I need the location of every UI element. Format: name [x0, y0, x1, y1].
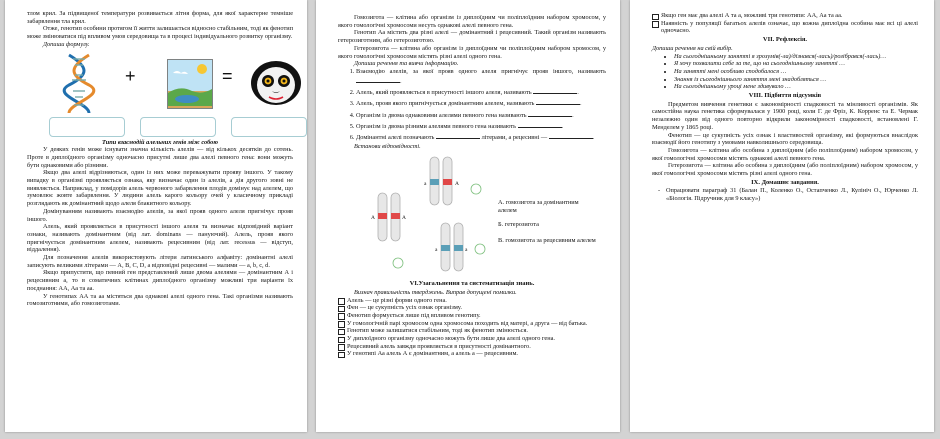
- checkbox-statement[interactable]: Наявність у популяції багатьох алелів означає, що кожна диплоїдна особина має всі ці алелі одночасно.: [652, 20, 918, 35]
- list-item: 2. Алель, який проявляється в присутності іншого алеля, називають .: [356, 87, 606, 97]
- document-page-2: [316, 0, 620, 432]
- task-instruction: Встанови відповідності.: [354, 143, 421, 151]
- paragraph: Якщо припустити, що певний ген представлений лише двома алелями — домінантним А і рецесивним a, то в соматичних клітинах диплоїдного організму можливі три варіанти їх поєднання: АА, Аа та aa.: [27, 269, 293, 292]
- checkbox-statement[interactable]: У генотипі Аа алель А є домінантним, а алель a — рецесивним.: [338, 350, 606, 358]
- section-heading: VI.Узагальнення та систематизація знань.: [409, 280, 535, 288]
- formula-figure: [27, 51, 293, 127]
- equals-sign: =: [222, 65, 233, 86]
- paragraph: Отже, генотип особини протягом її життя залишається відносно стабільним, тоді як фенотип може змінюватися під впливом умов середовища та в процесі індивідуального розвитку організму.: [27, 25, 293, 41]
- document-page-1: [5, 0, 307, 432]
- list-item: 5. Організм із двома різними алелями певного гена називають .: [356, 121, 606, 131]
- paragraph: Алель, який проявляється в присутності іншого алеля та визначає відповідний варіант ознаки, називають домінантним (від лат. dominans — пануючий). Алель, прояв якого пригнічується домінантним алелем, називають рецесивним (від лат. recessus — відступ, віддалення).: [27, 223, 293, 254]
- section-heading: IX. Домашнє завдання.: [751, 178, 819, 186]
- definition-heterozygote: Гетерозигота — клітина або організм із диплоїдним чи поліплоїдним набором хромосом, у якого гомологічні хромосоми містять різні алелі одного гена.: [338, 44, 606, 60]
- statement-checklist: [338, 297, 606, 359]
- environment-landscape-icon: [167, 59, 213, 109]
- allele-label: A: [371, 215, 375, 222]
- task-instruction: Визнач правильність тверджень. Виправ допущені помилки.: [354, 288, 517, 296]
- dna-helix-icon: [61, 53, 97, 115]
- list-item: 1. Взаємодію алелів, за якої прояв одного алеля пригнічує прояв іншого, називають .: [356, 68, 606, 85]
- list-item: • Я хочу похвалити себе за те, що на сьогоднішньому занятті …: [674, 60, 918, 68]
- chromosome-matching-figure: [338, 151, 606, 279]
- answer-box-phenotype[interactable]: [231, 117, 307, 137]
- list-item: 3. Алель, прояв якого пригнічується домінантним алелем, називають .: [356, 98, 606, 108]
- answer-blank[interactable]: [356, 76, 400, 83]
- answer-blank[interactable]: [518, 121, 562, 128]
- task-instruction: Допиши формулу.: [43, 40, 90, 48]
- section-heading: VII. Рефлексія.: [762, 36, 808, 44]
- paragraph: Фенотип — це сукупність усіх ознак і властивостей організму, які формуються внаслідок взаємодії його генотипу з умовами навколишнього середовища.: [652, 131, 918, 147]
- task-instruction: Допиши речення та вивчи інформацію.: [354, 60, 459, 68]
- match-option-a: А. гомозигота за домінантним алелем: [498, 199, 579, 214]
- allele-label: a: [435, 247, 438, 254]
- definition-homozygote: Гомозигота — клітина або організм із диплоїдним чи поліплоїдним набором хромосом, у якого гомологічні хромосоми несуть однакові алелі певного гена.: [338, 14, 606, 29]
- paragraph: У генотипах АА та aa містяться два однакові алелі одного гена. Такі організми називають гомозиготними, або гомозиготами.: [27, 292, 293, 308]
- document-page-3: [630, 0, 934, 432]
- match-option-b: Б. гетерозигота: [498, 221, 539, 229]
- checkbox-statement[interactable]: Рецесивний алель завжди проявляється в присутності домінантного.: [338, 343, 606, 351]
- statement-checklist: [652, 12, 918, 35]
- paragraph: Для позначення алелів використовують літери латинського алфавіту: домінантні алелі записують великими літерами — А, В, С, D, а відповідні рецесивні — малими — a, b, c, d.: [27, 254, 293, 269]
- answer-blank[interactable]: [536, 98, 580, 105]
- paragraph: Предметом вивчення генетики є закономірності спадковості та мінливості організмів. Як самостійна наука генетика сформувалася у 1900 році, коли Г. де Фріз, К. Корренс та Е. Чермак незалежно один від одного повторно відкрили закономірності спадковості, встановлені Г. Менделем у 1865 році.: [652, 100, 918, 131]
- list-item: • На сьогоднішньому занятті я зрозумів(-ла)/дізнався(-лась)/розібрався(-лась)…: [674, 53, 918, 61]
- answer-blank[interactable]: [436, 132, 480, 139]
- section-title: Типи взаємодій алельних генів між собою: [102, 138, 218, 146]
- paragraph: Домінуванням називають взаємодію алелів, за якої прояв одного алеля пригнічує прояв іншого.: [27, 207, 293, 223]
- paragraph: Гетерозигота — клітина або особина з диплоїдним (або поліплоїдним) набором хромосом, у якої гомологічні хромосоми містять різні алелі одного гена.: [652, 162, 918, 178]
- checkbox-statement[interactable]: Фен — це сукупність усіх ознак організму.: [338, 304, 606, 312]
- checkbox-statement[interactable]: У диплоїдного організму одночасно можуть бути лише два алелі одного гена.: [338, 335, 606, 343]
- allele-label: A: [402, 215, 406, 222]
- chromosome-pairs-diagram: [368, 155, 488, 275]
- lemur-face-icon: [249, 57, 303, 107]
- list-item: • На занятті мені особливо сподобалося …: [674, 68, 918, 76]
- reflection-list: [652, 53, 918, 92]
- fill-in-list: [338, 68, 606, 142]
- task-instruction: Допиши речення на свій вибір.: [652, 44, 733, 52]
- checkbox-statement[interactable]: Фенотип формується лише під впливом генотипу.: [338, 312, 606, 320]
- allele-label: A: [455, 181, 459, 188]
- list-item: 6. Домінантні алелі позначають літерами, а рецесивні — .: [356, 132, 606, 142]
- answer-box-genotype[interactable]: [49, 117, 125, 137]
- checkbox-statement[interactable]: Якщо ген має два алелі А та a, можливі три генотипи: АА, Аа та aa.: [652, 12, 918, 20]
- homework-item: - Опрацювати параграф 31 (Балан П., Коленко О., Остапченко Л., Кулініч О., Юрченко Л. «Біологія. Підручник для 9 класу»): [658, 187, 918, 203]
- checkbox-statement[interactable]: У гомологічній парі хромосом одна хромосома походить від матері, а друга — від батька.: [338, 320, 606, 328]
- list-item: • На сьогоднішньому уроці мене здивувало …: [674, 83, 918, 91]
- section-heading: VIII. Підбиття підсумків: [748, 92, 822, 100]
- answer-blank[interactable]: [533, 87, 577, 94]
- paragraph: тлом крил. За підвищеної температури розвивається літня форма, для якої характерне темніше забарвлення тла крил.: [27, 10, 293, 25]
- allele-label: a: [465, 247, 468, 254]
- checkbox-statement[interactable]: Генотип може залишатися стабільним, тоді як фенотип змінюється.: [338, 327, 606, 335]
- answer-box-environment[interactable]: [140, 117, 216, 137]
- paragraph: Якщо два алелі відрізняються, один із них може переважувати прояву іншого. У такому випадку в організмі проявляється ознака, яку визначає один із алелів, а дія другого зовні не виявляється. Наприклад, у помідорів алель червоного забарвлення плодів домінує над алелем, що зумовлює жовте забарвлення. У людини алель карого кольору очей у класичному прикладі розглядають як домінантний щодо алеля блакитного кольору.: [27, 169, 293, 208]
- paragraph: Генотип Аа містить два різні алелі — домінантний і рецесивний. Такий організм називають гетерозиготним, або гетерозиготою.: [338, 29, 606, 45]
- match-option-c: В. гомозигота за рецесивним алелем: [498, 237, 596, 245]
- plus-sign: +: [125, 65, 136, 86]
- checkbox-statement[interactable]: Алель — це різні форми одного гена.: [338, 297, 606, 305]
- list-item: 4. Організм із двома однаковими алелями певного гена називають .: [356, 110, 606, 120]
- answer-blank[interactable]: [549, 132, 593, 139]
- allele-label: a: [424, 181, 427, 188]
- paragraph: Гомозигота — клітина або особина з диплоїдним (або поліплоїдним) набором хромосом, у якої гомологічні хромосоми містять однакові алелі певного гена.: [652, 146, 918, 162]
- list-item: • Знання із сьогоднішнього заняття мені знадобляться …: [674, 76, 918, 84]
- answer-blank[interactable]: [528, 110, 572, 117]
- paragraph: У деяких генів може існувати значна кількість алелів — від кількох десятків до сотень. Проте в диплоїдного організму одночасно присутні лише два алелі певного гена: вони можуть бути однаковими або різними.: [27, 146, 293, 169]
